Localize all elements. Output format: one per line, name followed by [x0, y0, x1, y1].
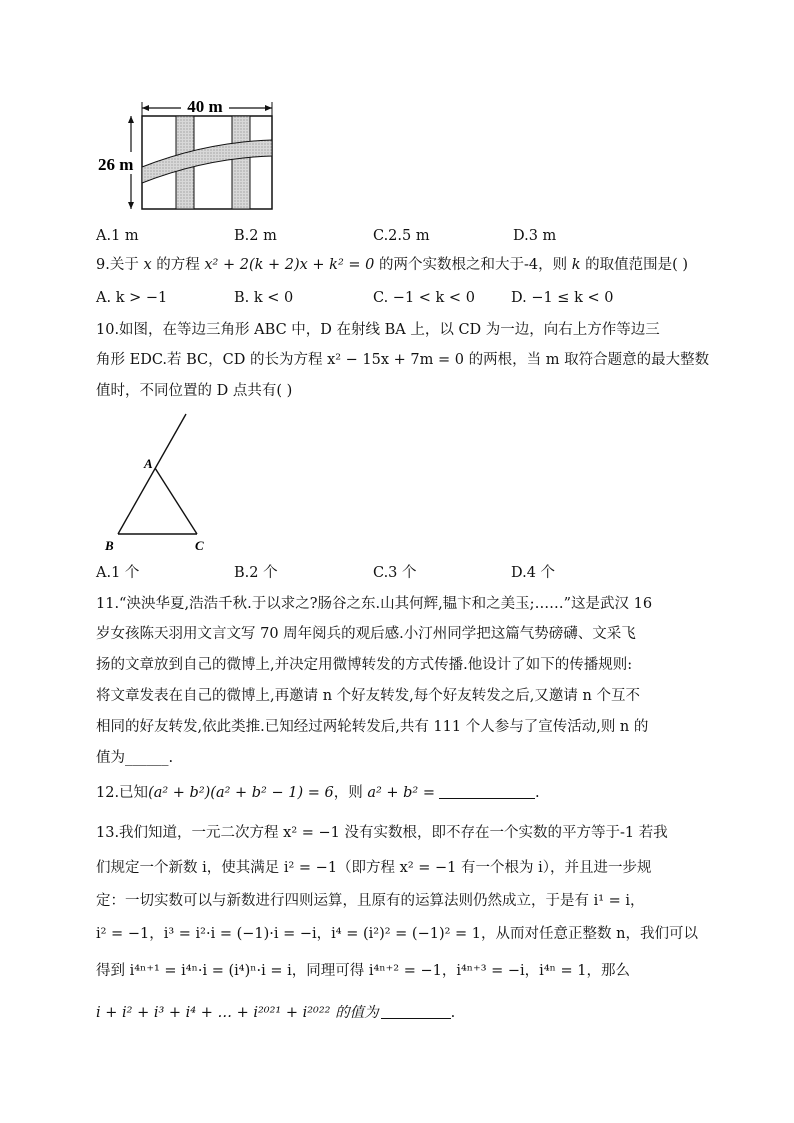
q13-line-1: 13.我们知道，一元二次方程 x² = −1 没有实数根，即不存在一个实数的平方等于-1 若我: [96, 825, 668, 841]
width-label: 40 m: [187, 97, 223, 116]
q10-line-3: 值时，不同位置的 D 点共有( ): [96, 383, 293, 399]
q10-option-c: C.3 个: [373, 565, 417, 581]
q9-var-k: k: [571, 257, 581, 273]
q12-equation: (a² + b²)(a² + b² − 1) = 6: [148, 785, 334, 801]
q9-text-d: 的取值范围是( ): [580, 257, 689, 273]
q9-option-b: B. k < 0: [234, 290, 294, 306]
q9-text-a: 9.关于: [96, 257, 144, 273]
q13-line-5: 得到 i⁴ⁿ⁺¹ = i⁴ⁿ·i = (i⁴)ⁿ·i = i，同理可得 i⁴ⁿ⁺² = −1，i⁴ⁿ⁺³ = −i，i⁴ⁿ = 1，那么: [96, 963, 630, 979]
q8-option-b: B.2 m: [234, 228, 277, 244]
q9-option-d: D. −1 ≤ k < 0: [511, 290, 614, 306]
q8-option-c: C.2.5 m: [373, 228, 430, 244]
q13-line-6: [96, 1003, 455, 1023]
q11-line-5: 相同的好友转发,依此类推.已知经过两轮转发后,共有 111 个人参与了宣传活动,则 n 的: [96, 719, 649, 735]
height-label: 26 m: [98, 155, 134, 174]
q9-stem: [96, 255, 688, 275]
q9-option-a: A. k > −1: [96, 290, 168, 306]
q8-option-a: A.1 m: [96, 228, 139, 244]
q12-prefix: 12.已知: [96, 785, 149, 801]
q12-middle: ，则: [333, 785, 368, 801]
q9-text-b: 的方程: [151, 257, 205, 273]
q12-expr: a² + b² =: [367, 785, 436, 801]
q9-var-x: x: [143, 257, 152, 273]
q13-answer-blank[interactable]: [381, 1004, 451, 1019]
q13-line-2: 们规定一个新数 i，使其满足 i² = −1（即方程 x² = −1 有一个根为 i），并且进一步规: [96, 860, 652, 876]
vertex-c-label: C: [195, 538, 204, 553]
vertex-b-label: B: [105, 538, 114, 553]
q10-option-b: B.2 个: [234, 565, 278, 581]
q12-answer-blank[interactable]: [439, 784, 535, 799]
q11-line-1: 11.“泱泱华夏,浩浩千秋.于以求之?肠谷之东.山其何辉,韫卞和之美玉;……”这是武汉 16: [96, 596, 653, 612]
q10-line-1: 10.如图，在等边三角形 ABC 中，D 在射线 BA 上，以 CD 为一边，向右上方作等边三: [96, 322, 660, 338]
q9-text-c: 的两个实数根之和大于-4，则: [374, 257, 572, 273]
q10-option-a: A.1 个: [96, 565, 140, 581]
q8-option-d: D.3 m: [513, 228, 557, 244]
q9-equation: x² + 2(k + 2)x + k² = 0: [204, 257, 375, 273]
q10-line-2: 角形 EDC.若 BC，CD 的长为方程 x² − 15x + 7m = 0 的两根，当 m 取符合题意的最大整数: [96, 352, 710, 368]
q13-line-3: 定：一切实数可以与新数进行四则运算，且原有的运算法则仍然成立，于是有 i¹ = i，: [96, 893, 645, 909]
q13-line-6-end: .: [450, 1005, 456, 1021]
q13-line-4: i² = −1，i³ = i²·i = (−1)·i = −i，i⁴ = (i²)² = (−1)² = 1，从而对任意正整数 n，我们可以: [96, 926, 698, 942]
q13-sum-expression: i + i² + i³ + i⁴ + … + i²⁰²¹ + i²⁰²² 的值为: [96, 1005, 379, 1021]
q11-line-3: 扬的文章放到自己的微博上,并决定用微博转发的方式传播.他设计了如下的传播规则:: [96, 657, 633, 673]
q11-line-6: 值为______.: [96, 750, 174, 766]
triangle-figure: [100, 408, 220, 558]
q12-suffix: .: [535, 785, 540, 801]
q11-line-2: 岁女孩陈天羽用文言文写 70 周年阅兵的观后感.小汀州同学把这篇气势磅礴、文采飞: [96, 626, 636, 642]
vertex-a-label: A: [144, 456, 153, 471]
q10-option-d: D.4 个: [511, 565, 556, 581]
q12-stem: [96, 783, 540, 803]
q9-option-c: C. −1 < k < 0: [373, 290, 475, 306]
q11-line-4: 将文章发表在自己的微博上,再邀请 n 个好友转发,每个好友转发之后,又邀请 n 个互不: [96, 688, 640, 704]
road-rectangle-figure: [96, 92, 286, 212]
